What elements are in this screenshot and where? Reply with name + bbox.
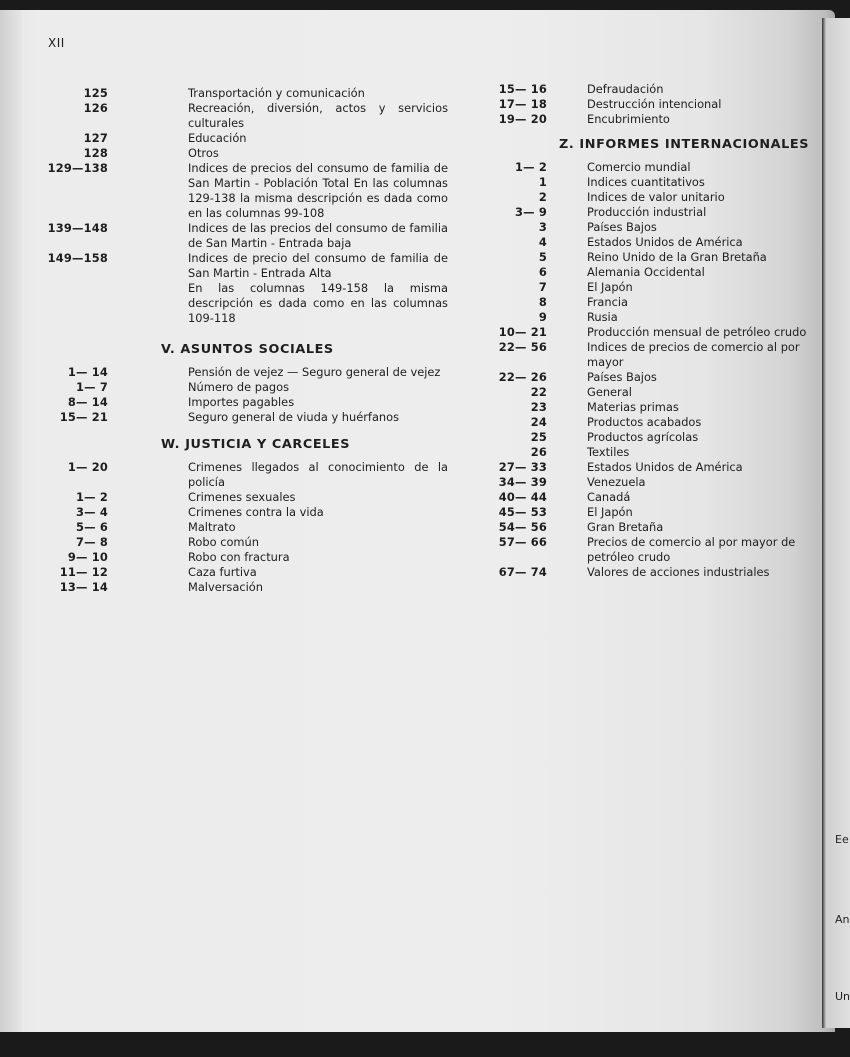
entry-description: Malversación	[188, 580, 263, 594]
index-entry	[470, 385, 830, 400]
entry-description: Pensión de vejez — Seguro general de vejez	[188, 365, 441, 379]
index-entry	[40, 251, 460, 281]
index-entry	[470, 445, 830, 460]
column-range: 22	[530, 385, 547, 399]
facing-page-fragment: An	[835, 913, 850, 926]
index-entry	[40, 520, 460, 535]
column-range: 1— 14	[67, 365, 108, 379]
index-entry	[40, 365, 460, 380]
index-entry	[470, 250, 830, 265]
index-entry	[40, 161, 460, 221]
index-entry	[470, 460, 830, 475]
entry-description: Canadá	[587, 490, 631, 504]
index-entry	[470, 430, 830, 445]
index-entry	[40, 146, 460, 161]
section-heading-justicia-carceles: W. JUSTICIA Y CARCELES	[161, 437, 351, 452]
index-entry	[470, 175, 830, 190]
page-number: XII	[48, 36, 65, 50]
column-range: 11— 12	[59, 565, 108, 579]
entry-description: Gran Bretaña	[587, 520, 664, 534]
index-entry	[470, 520, 830, 535]
index-entry	[470, 490, 830, 505]
index-entry	[470, 565, 830, 580]
index-entry	[40, 565, 460, 580]
entry-description: Recreación, diversión, actos y servicios culturales	[188, 101, 448, 130]
column-range: 22— 26	[498, 370, 547, 384]
column-range: 26	[530, 445, 547, 459]
entry-description: Venezuela	[587, 475, 646, 489]
column-range: 13— 14	[59, 580, 108, 594]
informes-internacionales-entries	[470, 160, 830, 580]
column-range: 128	[83, 146, 108, 160]
column-range: 40— 44	[498, 490, 547, 504]
entry-description: Francia	[587, 295, 629, 309]
book-spine-shadow	[0, 10, 22, 1032]
entry-description: Indices de valor unitario	[587, 190, 725, 204]
entry-description: Reino Unido de la Gran Bretaña	[587, 250, 767, 264]
right-top-entries	[470, 82, 830, 127]
entry-description: Rusia	[587, 310, 618, 324]
index-entry	[470, 235, 830, 250]
entry-description: Caza furtiva	[188, 565, 257, 579]
entry-description: En las columnas 149-158 la misma descripción es dada como en las columnas 109-118	[188, 281, 448, 325]
entry-description: Producción industrial	[587, 205, 707, 219]
entry-description: Otros	[188, 146, 219, 160]
column-range: 8— 14	[67, 395, 108, 409]
entry-description: Robo con fractura	[188, 550, 290, 564]
column-range: 67— 74	[498, 565, 547, 579]
index-entry	[470, 370, 830, 385]
index-entry	[40, 281, 460, 326]
column-range: 1— 20	[67, 460, 108, 474]
column-range: 57— 66	[498, 535, 547, 549]
column-range: 5— 6	[75, 520, 108, 534]
section-heading-asuntos-sociales: V. ASUNTOS SOCIALES	[161, 342, 334, 357]
entry-description: Precios de comercio al por mayor de petróleo crudo	[587, 535, 796, 564]
column-range: 3— 9	[514, 205, 547, 219]
index-entry	[470, 295, 830, 310]
entry-description: Estados Unidos de América	[587, 460, 743, 474]
index-entry	[40, 131, 460, 146]
column-range: 34— 39	[498, 475, 547, 489]
index-entry	[470, 535, 830, 565]
entry-description: Robo común	[188, 535, 259, 549]
index-entry	[40, 580, 460, 595]
column-range: 19— 20	[498, 112, 547, 126]
column-range: 127	[83, 131, 108, 145]
left-column	[40, 86, 460, 595]
column-range: 5	[538, 250, 547, 264]
entry-description: Importes pagables	[188, 395, 295, 409]
entry-description: General	[587, 385, 632, 399]
index-entry	[40, 410, 460, 425]
entry-description: El Japón	[587, 280, 633, 294]
index-entry	[470, 400, 830, 415]
column-range: 1— 2	[514, 160, 547, 174]
entry-description: Países Bajos	[587, 370, 657, 384]
index-entry	[470, 160, 830, 175]
justicia-carceles-entries	[40, 460, 460, 595]
index-entry	[40, 395, 460, 410]
column-range: 125	[83, 86, 108, 100]
entry-description: Crimenes llegados al conocimiento de la policía	[188, 460, 448, 489]
column-range: 4	[538, 235, 547, 249]
index-entry	[40, 535, 460, 550]
entry-description: Crimenes contra la vida	[188, 505, 324, 519]
entry-description: Defraudación	[587, 82, 664, 96]
index-entry	[40, 101, 460, 131]
index-entry	[470, 205, 830, 220]
entry-description: Textiles	[587, 445, 630, 459]
index-entry	[470, 280, 830, 295]
index-entry	[40, 505, 460, 520]
column-range: 129—138	[47, 161, 108, 175]
column-range: 10— 21	[498, 325, 547, 339]
facing-page-fragment: Ee	[835, 833, 849, 846]
index-entry	[40, 460, 460, 490]
column-range: 22— 56	[498, 340, 547, 354]
entry-description: Alemania Occidental	[587, 265, 705, 279]
column-range: 1— 7	[75, 380, 108, 394]
column-range: 27— 33	[498, 460, 547, 474]
column-range: 24	[530, 415, 547, 429]
entry-description: Indices de precio del consumo de familia de San Martin - Entrada Alta	[188, 251, 448, 280]
index-entry	[470, 190, 830, 205]
column-range: 7	[538, 280, 547, 294]
entry-description: Países Bajos	[587, 220, 657, 234]
entry-description: El Japón	[587, 505, 633, 519]
index-entry	[470, 505, 830, 520]
entry-description: Productos acabados	[587, 415, 702, 429]
column-range: 15— 16	[498, 82, 547, 96]
asuntos-sociales-entries	[40, 365, 460, 425]
entry-description: Indices cuantitativos	[587, 175, 705, 189]
index-entry	[470, 82, 830, 97]
column-range: 126	[83, 101, 108, 115]
section-heading-informes-internacionales: Z. INFORMES INTERNACIONALES	[559, 137, 810, 152]
index-entry	[470, 220, 830, 235]
entry-description: Estados Unidos de América	[587, 235, 743, 249]
index-entry	[470, 325, 830, 340]
column-range: 3— 4	[75, 505, 108, 519]
column-range: 15— 21	[59, 410, 108, 424]
index-entry	[40, 86, 460, 101]
entry-description: Comercio mundial	[587, 160, 691, 174]
left-top-entries	[40, 86, 460, 326]
column-range: 17— 18	[498, 97, 547, 111]
column-range: 54— 56	[498, 520, 547, 534]
column-range: 1— 2	[75, 490, 108, 504]
column-range: 149—158	[47, 251, 108, 265]
column-range: 23	[530, 400, 547, 414]
index-entry	[470, 475, 830, 490]
entry-description: Valores de acciones industriales	[587, 565, 770, 579]
index-entry	[40, 550, 460, 565]
entry-description: Productos agrícolas	[587, 430, 699, 444]
column-range: 9— 10	[67, 550, 108, 564]
index-entry	[470, 415, 830, 430]
entry-description: Maltrato	[188, 520, 236, 534]
column-range: 139—148	[47, 221, 108, 235]
index-entry	[40, 490, 460, 505]
entry-description: Indices de precios de comercio al por mayor	[587, 340, 800, 369]
column-range: 25	[530, 430, 547, 444]
entry-description: Transportación y comunicación	[188, 86, 365, 100]
index-entry	[470, 112, 830, 127]
index-entry	[470, 265, 830, 280]
column-range: 9	[538, 310, 547, 324]
entry-description: Materias primas	[587, 400, 679, 414]
column-range: 7— 8	[75, 535, 108, 549]
right-column	[470, 82, 830, 580]
entry-description: Educación	[188, 131, 247, 145]
entry-description: Número de pagos	[188, 380, 290, 394]
index-entry	[470, 340, 830, 370]
index-entry	[40, 380, 460, 395]
entry-description: Crimenes sexuales	[188, 490, 296, 504]
index-entry	[470, 310, 830, 325]
column-range: 45— 53	[498, 505, 547, 519]
column-range: 1	[538, 175, 547, 189]
column-range: 2	[538, 190, 547, 204]
entry-description: Seguro general de viuda y huérfanos	[188, 410, 400, 424]
entry-description: Producción mensual de petróleo crudo	[587, 325, 807, 339]
column-range: 8	[538, 295, 547, 309]
column-range: 3	[538, 220, 547, 234]
entry-description: Encubrimiento	[587, 112, 670, 126]
entry-description: Destrucción intencional	[587, 97, 722, 111]
facing-page-fragment: Un	[835, 990, 850, 1003]
entry-description: Indices de precios del consumo de familia de San Martin - Población Total En las columnas 129-138 la misma descripción es dada como en las columnas 99-108	[188, 161, 448, 220]
index-entry	[470, 97, 830, 112]
column-range: 6	[538, 265, 547, 279]
entry-description: Indices de las precios del consumo de familia de San Martin - Entrada baja	[188, 221, 448, 250]
index-entry	[40, 221, 460, 251]
